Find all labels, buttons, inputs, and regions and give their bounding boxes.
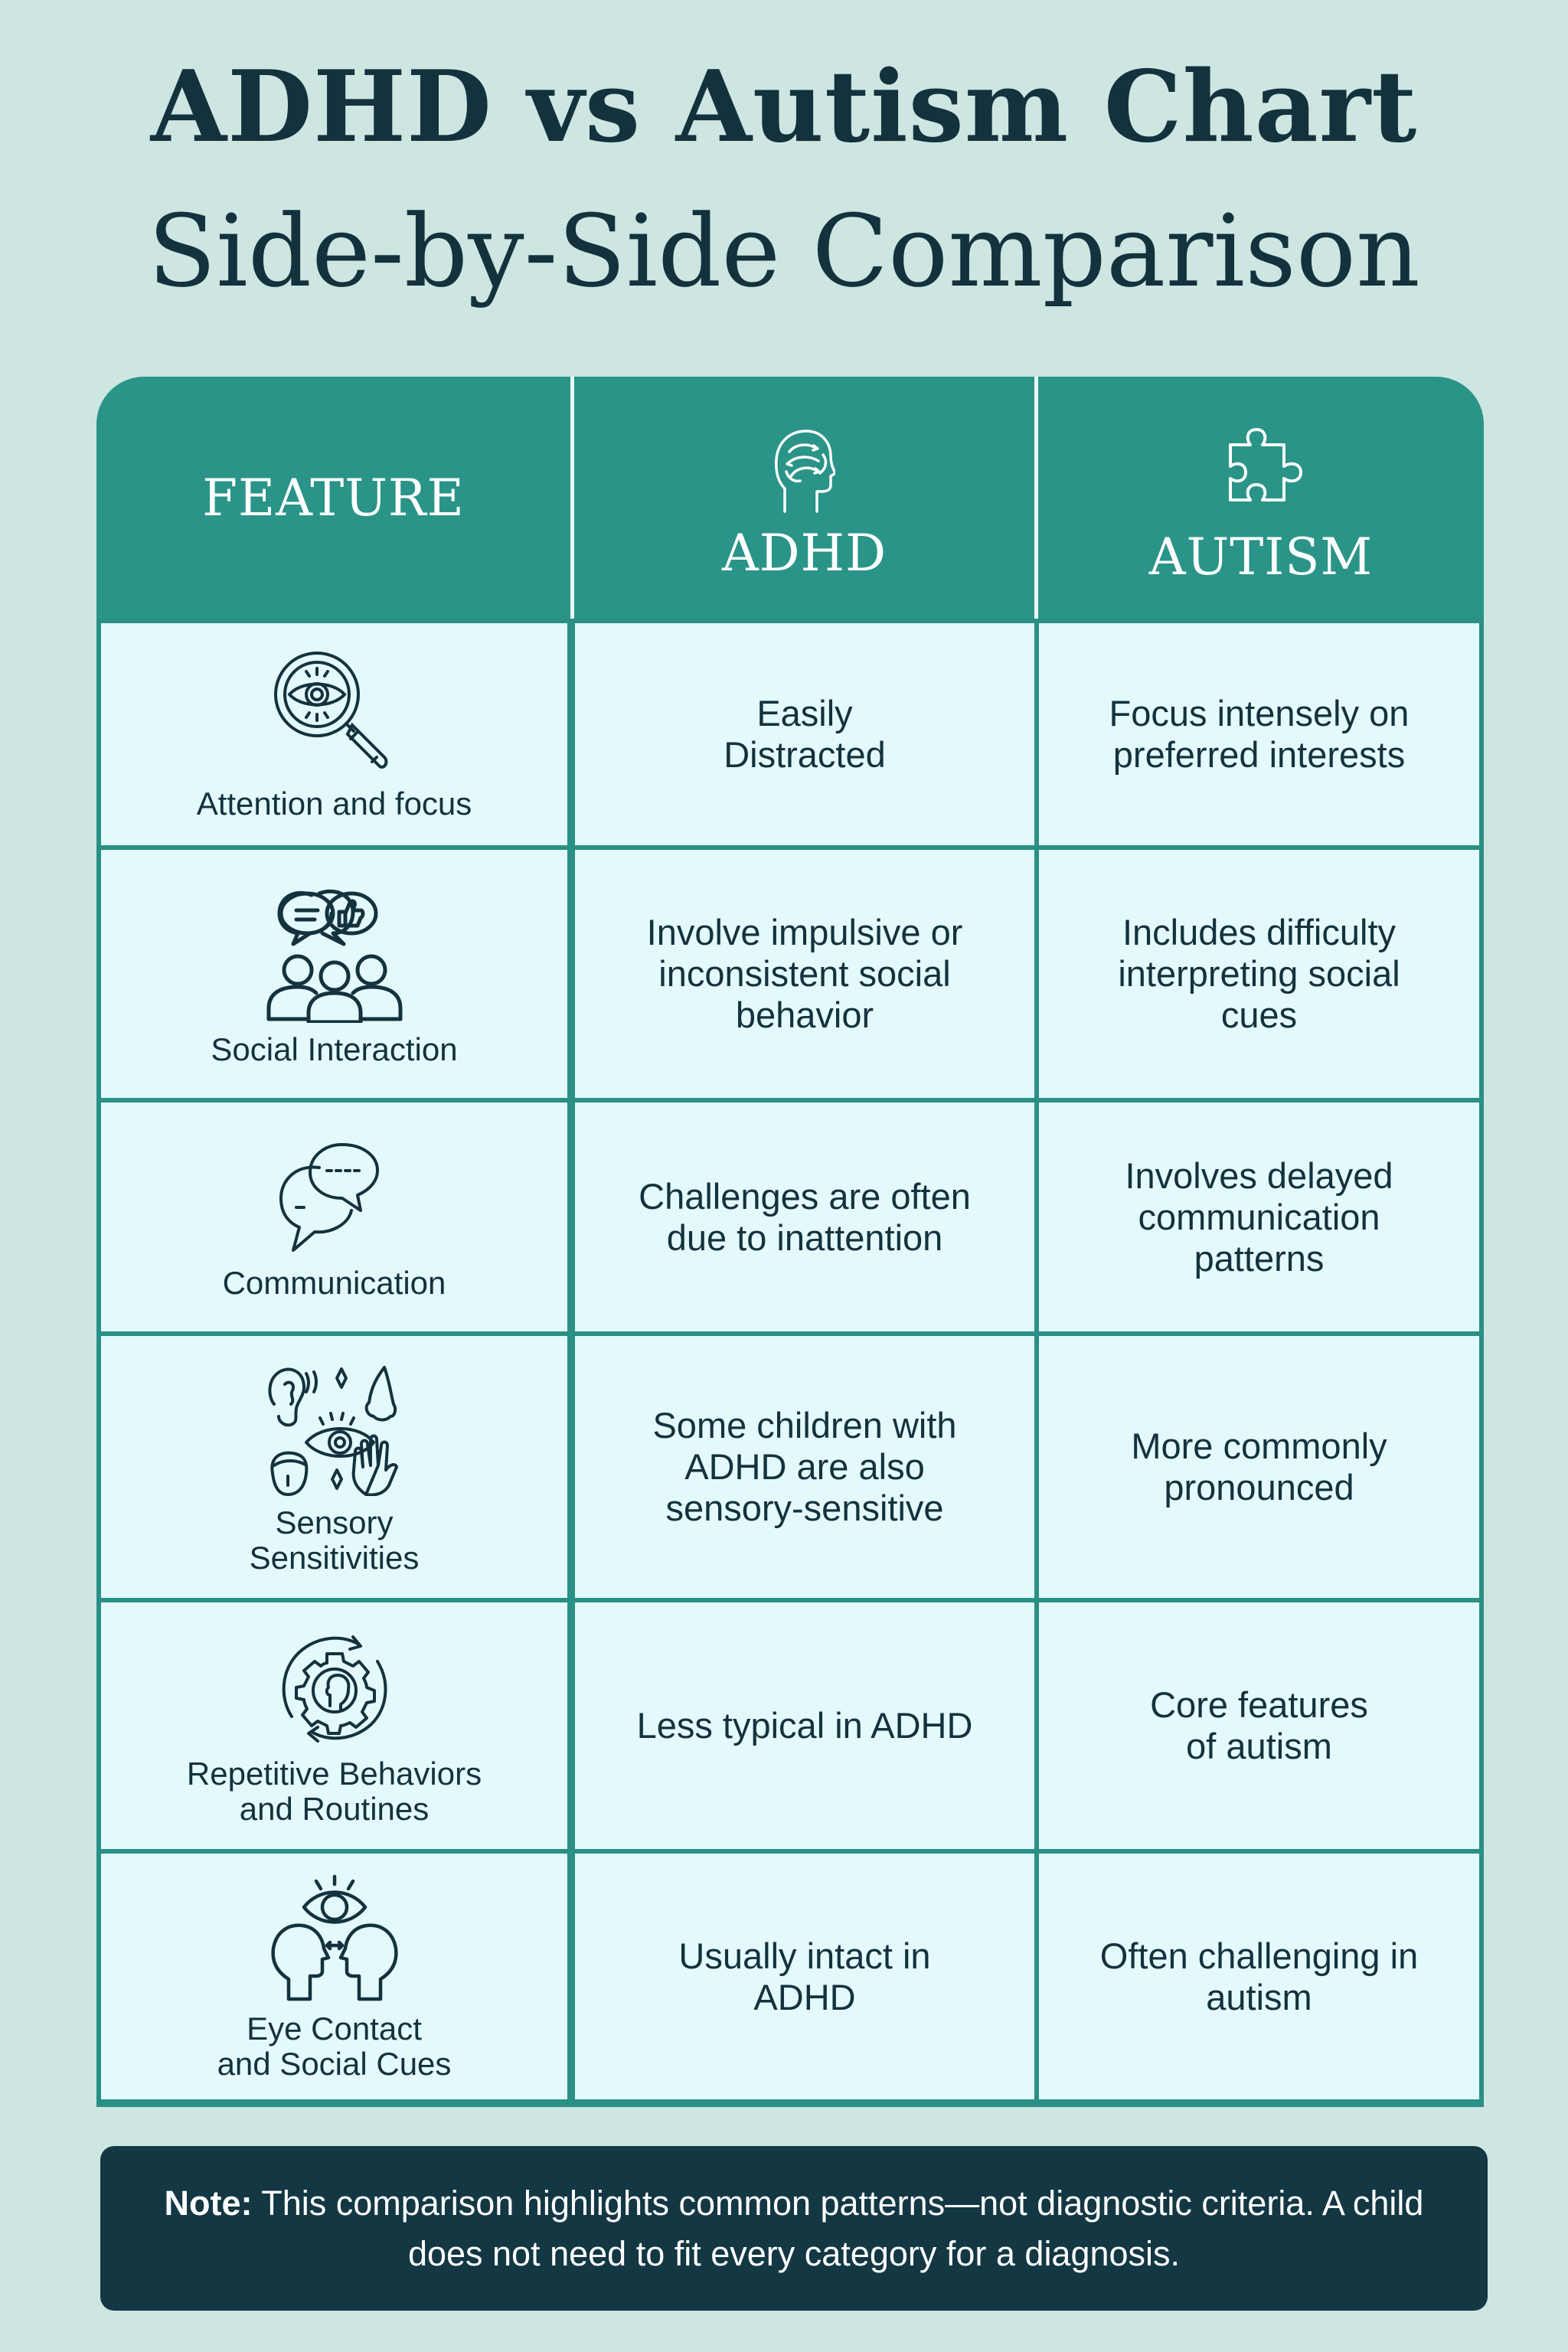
autism-cell: [1039, 1854, 1479, 2099]
puzzle-piece-icon: [1215, 425, 1307, 517]
disclaimer-note: [100, 2146, 1488, 2311]
autism-cell: [1039, 1336, 1479, 1598]
note-label: Note:: [164, 2183, 253, 2223]
feature-label: Sensory Sensitivities: [249, 1504, 420, 1576]
adhd-cell: [575, 850, 1034, 1098]
feature-cell: [101, 1854, 567, 2099]
feature-cell: [101, 1602, 567, 1849]
adhd-text: Challenges are often due to inattention: [639, 1175, 971, 1258]
column-header-label: FEATURE: [202, 468, 465, 528]
adhd-text: Easily Distracted: [724, 693, 886, 775]
feature-cell: [101, 850, 567, 1098]
autism-text: More commonly pronounced: [1131, 1426, 1387, 1508]
autism-cell: [1039, 623, 1479, 845]
feature-label: Repetitive Behaviors and Routines: [186, 1756, 482, 1827]
autism-text: Focus intensely on preferred interests: [1109, 693, 1410, 775]
magnifier-eye-icon: [270, 647, 400, 777]
table-body: [96, 619, 1484, 2107]
table-row: [96, 1098, 1484, 1336]
table-row: [96, 1849, 1484, 2107]
adhd-cell: [575, 623, 1034, 845]
feature-label: Social Interaction: [211, 1031, 458, 1067]
comparison-table: [96, 377, 1484, 2107]
column-header-autism: [1038, 377, 1484, 619]
column-header-adhd: [574, 377, 1034, 619]
autism-cell: [1039, 850, 1479, 1098]
feature-label: Eye Contact and Social Cues: [217, 2010, 452, 2082]
adhd-text: Less typical in ADHD: [636, 1705, 973, 1746]
page-subtitle: Side-by-Side Comparison: [148, 193, 1420, 309]
table-row: [96, 1331, 1484, 1602]
adhd-cell: [575, 1602, 1034, 1849]
table-header: [96, 377, 1484, 619]
table-row: [96, 1598, 1484, 1854]
adhd-text: Usually intact in ADHD: [678, 1935, 931, 2017]
adhd-text: Involve impulsive or inconsistent social behavior: [646, 912, 963, 1035]
feature-cell: [101, 1102, 567, 1331]
table-row: [96, 845, 1484, 1102]
autism-text: Includes difficulty interpreting social cues: [1118, 912, 1400, 1035]
autism-text: Core features of autism: [1150, 1684, 1368, 1766]
speech-bubbles-icon: [266, 1134, 403, 1256]
note-text: [146, 2178, 1442, 2279]
group-chat-icon: [258, 881, 411, 1023]
adhd-cell: [575, 1336, 1034, 1598]
column-header-feature: [96, 377, 570, 619]
autism-text: Involves delayed communication patterns: [1125, 1155, 1393, 1279]
feature-cell: [101, 623, 567, 845]
column-header-label: ADHD: [721, 523, 887, 583]
gear-cycle-icon: [273, 1625, 396, 1747]
feature-label: Attention and focus: [196, 786, 472, 822]
table-row: [96, 619, 1484, 850]
adhd-cell: [575, 1102, 1034, 1331]
adhd-cell: [575, 1854, 1034, 2099]
page-title: ADHD vs Autism Chart: [150, 50, 1418, 165]
autism-cell: [1039, 1602, 1479, 1849]
adhd-text: Some children with ADHD are also sensory-sensitive: [652, 1405, 957, 1528]
autism-cell: [1039, 1102, 1479, 1331]
feature-cell: [101, 1336, 567, 1598]
head-brain-arrows-icon: [774, 429, 835, 513]
five-senses-icon: [262, 1358, 407, 1496]
column-header-label: AUTISM: [1148, 527, 1374, 586]
note-body: This comparison highlights common patterns—not diagnostic criteria. A child does not need to fit every category for a diagnosis.: [252, 2183, 1424, 2273]
autism-text: Often challenging in autism: [1099, 1935, 1419, 2017]
eye-contact-heads-icon: [266, 1872, 403, 2002]
feature-label: Communication: [222, 1264, 446, 1301]
